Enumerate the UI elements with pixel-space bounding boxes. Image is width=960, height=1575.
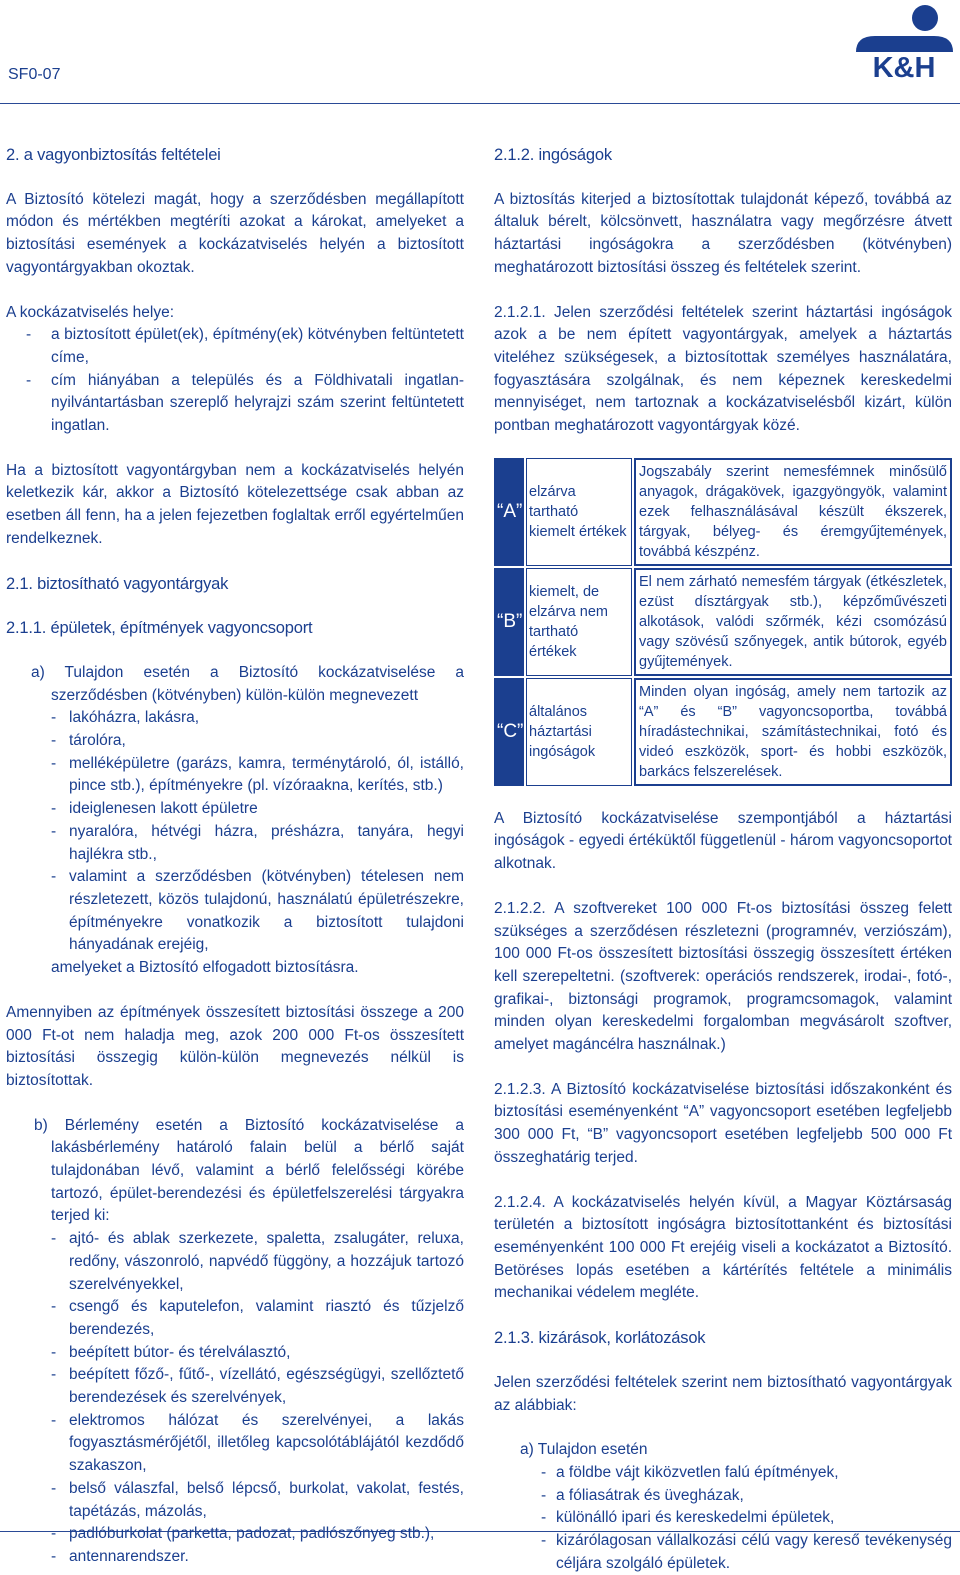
- location-list: [6, 324, 464, 438]
- subsection-heading: 2.1. biztosítható vagyontárgyak: [6, 574, 229, 593]
- asset-group-table: [492, 456, 954, 788]
- group-description: Minden olyan ingóság, amely nem tartozik az “A” és “B” vagyoncsoportba, továbbá híradástechnikai, számítástechnikai, fotó és videó eszközök, sport- és hobbi eszközök, barkács felszerelések.: [634, 678, 952, 786]
- group-name: kiemelt, de elzárva nem tartható értékek: [526, 568, 632, 676]
- group-name: általános háztartási ingóságok: [526, 678, 632, 786]
- list-item: - különálló ipari és kereskedelmi épületek,: [556, 1507, 952, 1530]
- list-item: - nyaralóra, hétvégi házra, présházra, tanyára, hegyi hajlékra stb.,: [69, 821, 464, 866]
- paragraph: A kockázatviselés helye:: [6, 303, 175, 321]
- paragraph: A Biztosító kötelezi magát, hogy a szerződésben megállapított módon és mértékben megtéríti azokat a károkat, amelyeket a biztosítási események a kockázatviselés helyén a biztosított vagyontárgyakban okoztak.: [6, 190, 464, 276]
- group-letter: “C”: [494, 678, 524, 786]
- subsection-heading: 2.1.3. kizárások, korlátozások: [494, 1329, 706, 1348]
- buildings-list: [6, 707, 464, 957]
- group-letter: “B”: [494, 568, 524, 676]
- paragraph: Ha a biztosított vagyontárgyban nem a kockázatviselés helyén keletkezik kár, akkor a Biztosító kötelezettsége csak abban az esetben áll fenn, ha a jelen fejezetben foglaltak erről egyértelműen rendelkeznek.: [6, 461, 464, 547]
- list-item: - kizárólagosan vállalkozási célú vagy kereső tevékenység céljára szolgáló épületek.: [556, 1530, 952, 1575]
- list-item: - lakóházra, lakásra,: [69, 707, 464, 730]
- header-rule: [0, 103, 960, 104]
- list-item: - a biztosított épület(ek), építmény(ek) kötvényben feltüntetett címe,: [51, 324, 464, 369]
- list-item: - a fóliasátrak és üvegházak,: [556, 1485, 952, 1508]
- list-item: - beépített főző-, fűtő-, vízellátó, egészségügyi, szellőztető berendezések és szerelvények,: [69, 1364, 464, 1409]
- paragraph: a) Tulajdon esetén a Biztosító kockázatviselése a szerződésben (kötvényben) külön-külön megnevezett: [31, 663, 464, 704]
- right-column: [494, 144, 952, 1575]
- list-item: - beépített bútor- és térelválasztó,: [69, 1342, 464, 1365]
- list-item: - a földbe vájt kiközvetlen falú építmények,: [556, 1462, 952, 1485]
- section-heading: 2. a vagyonbiztosítás feltételei: [6, 146, 221, 164]
- list-item: - ajtó- és ablak szerkezete, spaletta, zsalugáter, reluxa, redőny, vászonroló, napvédő függöny, a hozzájuk tartozó szerelvényekkel,: [69, 1228, 464, 1296]
- paragraph: 2.1.2.2. A szoftvereket 100 000 Ft-os biztosítási összeg felett szükséges a szerződésen részletezni (programnév, verziószám), 100 000 Ft-os összesített biztosítási összegig összesített értéken kell szerepeltetni. (szoftverek: operációs rendszerek, irodai-, fotó-, grafikai-, biztonsági programok, programcsomagok, valamint minden olyan kereskedelmi forgalomban megvásárolt szoftver, amelyet magáncélra használnak.): [494, 899, 952, 1054]
- table-row: [494, 568, 952, 676]
- group-description: Jogszabály szerint nemesfémnek minősülő anyagok, drágakövek, igazgyöngyök, valamint ezek felhasználásával készült ékszerek, tárgyak, bélyeg- és éremgyűjtemények, továbbá készpénz.: [634, 458, 952, 566]
- paragraph: Jelen szerződési feltételek szerint nem biztosítható vagyontárgyak az alábbiak:: [494, 1373, 952, 1414]
- group-description: El nem zárható nemesfém tárgyak (étkészletek, ezüst dísztárgyak stb.), képzőművészeti alkotások, valódi szőrmék, kézi csomózású vagy szövésű szőnyegek, antik bútorok, egyéb gyűjtemények.: [634, 568, 952, 676]
- table-row: [494, 678, 952, 786]
- list-item: - elektromos hálózat és szerelvényei, a lakás fogyasztásmérőjétől, illetőleg kapcsolótáblájától kezdődő szakaszon,: [69, 1410, 464, 1478]
- left-column: [6, 144, 464, 1569]
- group-name: elzárva tartható kiemelt értékek: [526, 458, 632, 566]
- list-item: - tárolóra,: [69, 730, 464, 753]
- exclusion-list: [494, 1462, 952, 1575]
- list-item: - ideiglenesen lakott épületre: [69, 798, 464, 821]
- table-row: [494, 458, 952, 566]
- list-item: - antennarendszer.: [69, 1546, 464, 1569]
- paragraph: amelyeket a Biztosító elfogadott biztosításra.: [51, 959, 359, 977]
- rental-list: [6, 1228, 464, 1569]
- list-item: - belső válaszfal, belső lépcső, burkolat, vakolat, festés, tapétázás, mázolás,: [69, 1478, 464, 1523]
- paragraph: A biztosítás kiterjed a biztosítottak tulajdonát képező, továbbá az általuk bérelt, kölcsönvett, használatra vagy megőrzésre átvett háztartási ingóságokra a szerződésben (kötvényben) meghatározott biztosítási összeg és feltételek szerint.: [494, 190, 952, 276]
- paragraph: 2.1.2.3. A Biztosító kockázatviselése biztosítási időszakonként és biztosítási eseményenként “A” vagyoncsoport esetében legfeljebb 300 000 Ft, “B” vagyoncsoport esetében legfeljebb 500 000 Ft összeghatárig terjed.: [494, 1080, 952, 1166]
- list-item: - valamint a szerződésben (kötvényben) tételesen nem részletezett, közös tulajdonú, használatú épületrészekre, építményekre vonatkozik a biztosított tulajdoni hányadának erejéig,: [69, 866, 464, 957]
- subsection-heading: 2.1.2. ingóságok: [494, 146, 612, 164]
- group-letter: “A”: [494, 458, 524, 566]
- list-item: - csengő és kaputelefon, valamint riasztó és tűzjelző berendezés,: [69, 1296, 464, 1341]
- paragraph: 2.1.2.4. A kockázatviselés helyén kívül, a Magyar Köztársaság területén a biztosított ingóságra biztosítottanként és biztosítási eseményenként 100 000 Ft erejéig viseli a kockázatot a Biztosító. Betöréses lopás esetében a kártérítés feltétele a minimális mechanikai védelem megléte.: [494, 1193, 952, 1302]
- svg-text:K&H: K&H: [872, 52, 936, 80]
- list-item: - padlóburkolat (parketta, padozat, padlószőnyeg stb.),: [69, 1523, 464, 1546]
- list-item: - melléképületre (garázs, kamra, terménytároló, ól, istálló, pince stb.), építményekre (pl. vízóraakna, kerítés, stb.): [69, 753, 464, 798]
- list-item: - cím hiányában a település és a Földhivatali ingatlan-nyilvántartásban szereplő helyrajzi szám szerint feltüntetett ingatlan.: [51, 370, 464, 438]
- paragraph: 2.1.2.1. Jelen szerződési feltételek szerint háztartási ingóságok azok a be nem épített vagyontárgyak, amelyek a háztartás viteléhez szükségesek, a biztosítottak személyes használatára, fogyasztására szolgálnak, és nem képeznek kereskedelmi mennyiséget, nem tartoznak a kockázatviselésből kizárt, külön pontban meghatározott vagyontárgyak közé.: [494, 303, 952, 435]
- kh-logo: [853, 2, 956, 80]
- paragraph: b) Bérlemény esetén a Biztosító kockázatviselése a lakásbérlemény határoló falain belül a bérlő saját tulajdonában lévő, valamint a bérlő felelősségi körébe tartozó, épület-berendezési és épületfelszerelési tárgyakra terjed ki:: [34, 1116, 464, 1225]
- subsection-heading: 2.1.1. épületek, építmények vagyoncsoport: [6, 619, 313, 638]
- paragraph: Amennyiben az építmények összesített biztosítási összege a 200 000 Ft-ot nem haladja meg, azok 200 000 Ft-os összesített biztosítási összegig külön-külön megnevezés nélkül is biztosítottak.: [6, 1003, 464, 1089]
- document-code: SF0-07: [8, 66, 61, 83]
- paragraph: A Biztosító kockázatviselése szempontjából a háztartási ingóságok - egyedi értéküktől függetlenül - három vagyoncsoportot alkotnak.: [494, 809, 952, 873]
- paragraph: a) Tulajdon esetén: [520, 1441, 648, 1459]
